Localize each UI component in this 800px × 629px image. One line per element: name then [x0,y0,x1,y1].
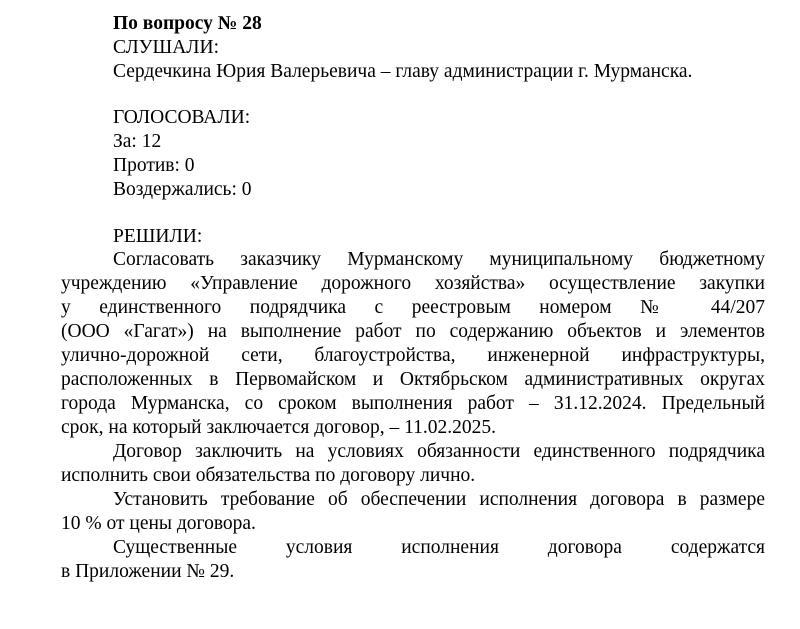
paragraph-line: (ООО «Гагат») на выполнение работ по содержанию объектов и элементов [61,321,765,342]
voting-label: ГОЛОСОВАЛИ: [113,107,251,128]
paragraph-line: улично-дорожной сети, благоустройства, инженерной инфраструктуры, [61,345,765,366]
decided-label: РЕШИЛИ: [113,226,203,247]
votes-for: За: 12 [113,131,162,152]
paragraph-line: в Приложении № 29. [61,561,235,582]
heard-label: СЛУШАЛИ: [113,37,220,58]
item-heading: По вопросу № 28 [113,13,262,34]
paragraph-line: расположенных в Первомайском и Октябрьском административных округах [61,369,765,390]
votes-against: Против: 0 [113,155,195,176]
paragraph-line: исполнить свои обязательства по договору лично. [61,465,476,486]
heard-speaker: Сердечкина Юрия Валерьевича – главу администрации г. Мурманска. [113,61,693,82]
paragraph-line: Установить требование об обеспечении исполнения договора в размере [113,489,765,510]
paragraph-line: Договор заключить на условиях обязанности единственного подрядчика [113,441,765,462]
paragraph-line: Существенные условия исполнения договора содержатся [113,537,765,558]
paragraph-line: у единственного подрядчика с реестровым номером № 44/207 [61,297,765,318]
paragraph-line: срок, на который заключается договор, – 11.02.2025. [61,417,497,438]
paragraph-line: Согласовать заказчику Мурманскому муниципальному бюджетному [113,249,765,270]
paragraph-line: города Мурманска, со сроком выполнения работ – 31.12.2024. Предельный [61,393,765,414]
votes-abstained: Воздержались: 0 [113,179,252,200]
paragraph-line: 10 % от цены договора. [61,513,256,534]
paragraph-line: учреждению «Управление дорожного хозяйства» осуществление закупки [61,273,765,294]
